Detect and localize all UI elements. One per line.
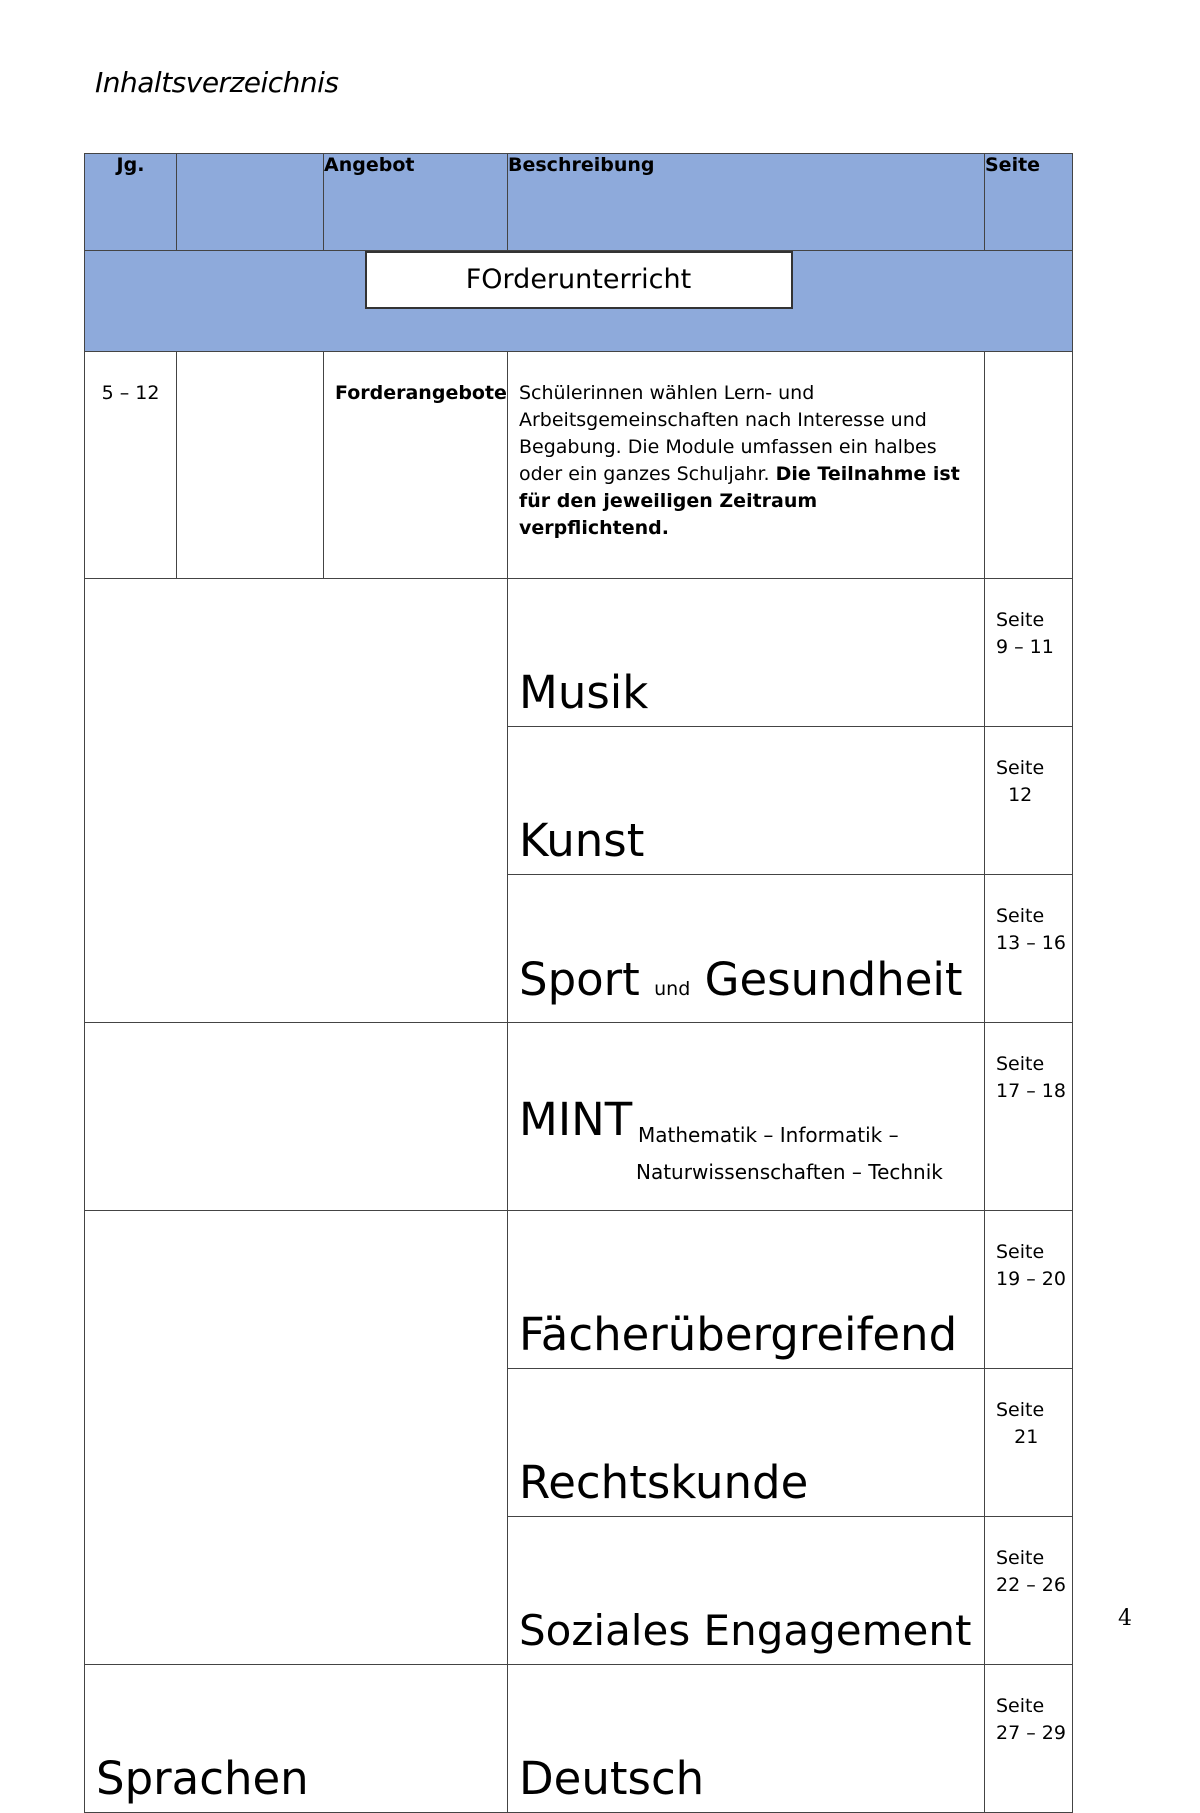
gesundheit-label: Gesundheit (704, 953, 963, 1006)
header-angebot: Angebot (324, 154, 508, 251)
section-pages-musik (985, 579, 1073, 727)
intro-jg: 5 – 12 (85, 352, 177, 579)
section-pages-deutsch (985, 1665, 1073, 1813)
seite-label: Seite (996, 1241, 1045, 1263)
section-name-sport (508, 875, 985, 1023)
group-name-sprachen: Sprachen (85, 1665, 508, 1813)
page-range: 17 – 18 (996, 1080, 1066, 1102)
page-range: 21 (1014, 1426, 1039, 1448)
banner-label: FOrderunterricht (365, 251, 793, 309)
page-range: 19 – 20 (996, 1268, 1066, 1290)
group-cell-3 (85, 1211, 508, 1665)
und-label: und (654, 978, 691, 1000)
section-name-soziales: Soziales Engagement (508, 1517, 985, 1665)
section-name-faecher: Fächerübergreifend (508, 1211, 985, 1369)
seite-label: Seite (996, 609, 1045, 631)
page-number: 4 (1118, 1606, 1132, 1631)
page-range: 12 (1008, 784, 1033, 806)
intro-description-bold: Die Teilnahme ist für den jeweiligen Zeitraum verpflichtend. (519, 463, 960, 539)
mint-subtitle-1: Mathematik – Informatik – (638, 1123, 899, 1147)
section-pages-sport (985, 875, 1073, 1023)
intro-row (85, 352, 1073, 579)
section-name-rechtskunde: Rechtskunde (508, 1369, 985, 1517)
section-pages-soziales (985, 1517, 1073, 1665)
intro-description-text: Schülerinnen wählen Lern- und Arbeitsgemeinschaften nach Interesse und Begabung. Die Module umfassen ein halbes oder ein ganzes Schuljahr. (519, 382, 937, 485)
seite-label: Seite (996, 757, 1045, 779)
group-cell-2 (85, 1023, 508, 1211)
group-cell-1 (85, 579, 508, 1023)
section-pages-faecher (985, 1211, 1073, 1369)
seite-label: Seite (996, 1053, 1045, 1075)
header-jg: Jg. (85, 154, 177, 251)
header-row (85, 154, 1073, 251)
page-title: Inhaltsverzeichnis (95, 66, 339, 99)
section-name-musik: Musik (508, 579, 985, 727)
section-row-deutsch (85, 1665, 1073, 1813)
mint-label: MINT (519, 1093, 633, 1146)
sport-label: Sport (519, 953, 640, 1006)
page-range: 9 – 11 (996, 636, 1054, 658)
toc-table (84, 153, 1073, 1813)
section-name-kunst: Kunst (508, 727, 985, 875)
section-row-faecher (85, 1211, 1073, 1369)
section-pages-rechtskunde (985, 1369, 1073, 1517)
intro-description (508, 352, 985, 579)
page-range: 13 – 16 (996, 932, 1066, 954)
mint-subtitle-2: Naturwissenschaften – Technik (636, 1160, 943, 1184)
page-range: 22 – 26 (996, 1574, 1066, 1596)
intro-empty (177, 352, 324, 579)
seite-label: Seite (996, 905, 1045, 927)
section-pages-mint (985, 1023, 1073, 1211)
section-pages-kunst (985, 727, 1073, 875)
section-row-mint (85, 1023, 1073, 1211)
seite-label: Seite (996, 1547, 1045, 1569)
banner-cell (85, 251, 1073, 352)
seite-label: Seite (996, 1695, 1045, 1717)
header-seite: Seite (985, 154, 1073, 251)
intro-seite (985, 352, 1073, 579)
header-empty (177, 154, 324, 251)
intro-angebot: Forderangebote (324, 352, 508, 579)
banner-row (85, 251, 1073, 352)
section-row-musik (85, 579, 1073, 727)
seite-label: Seite (996, 1399, 1045, 1421)
page-range: 27 – 29 (996, 1722, 1066, 1744)
header-beschreibung: Beschreibung (508, 154, 985, 251)
section-name-mint (508, 1023, 985, 1211)
section-name-deutsch: Deutsch (508, 1665, 985, 1813)
